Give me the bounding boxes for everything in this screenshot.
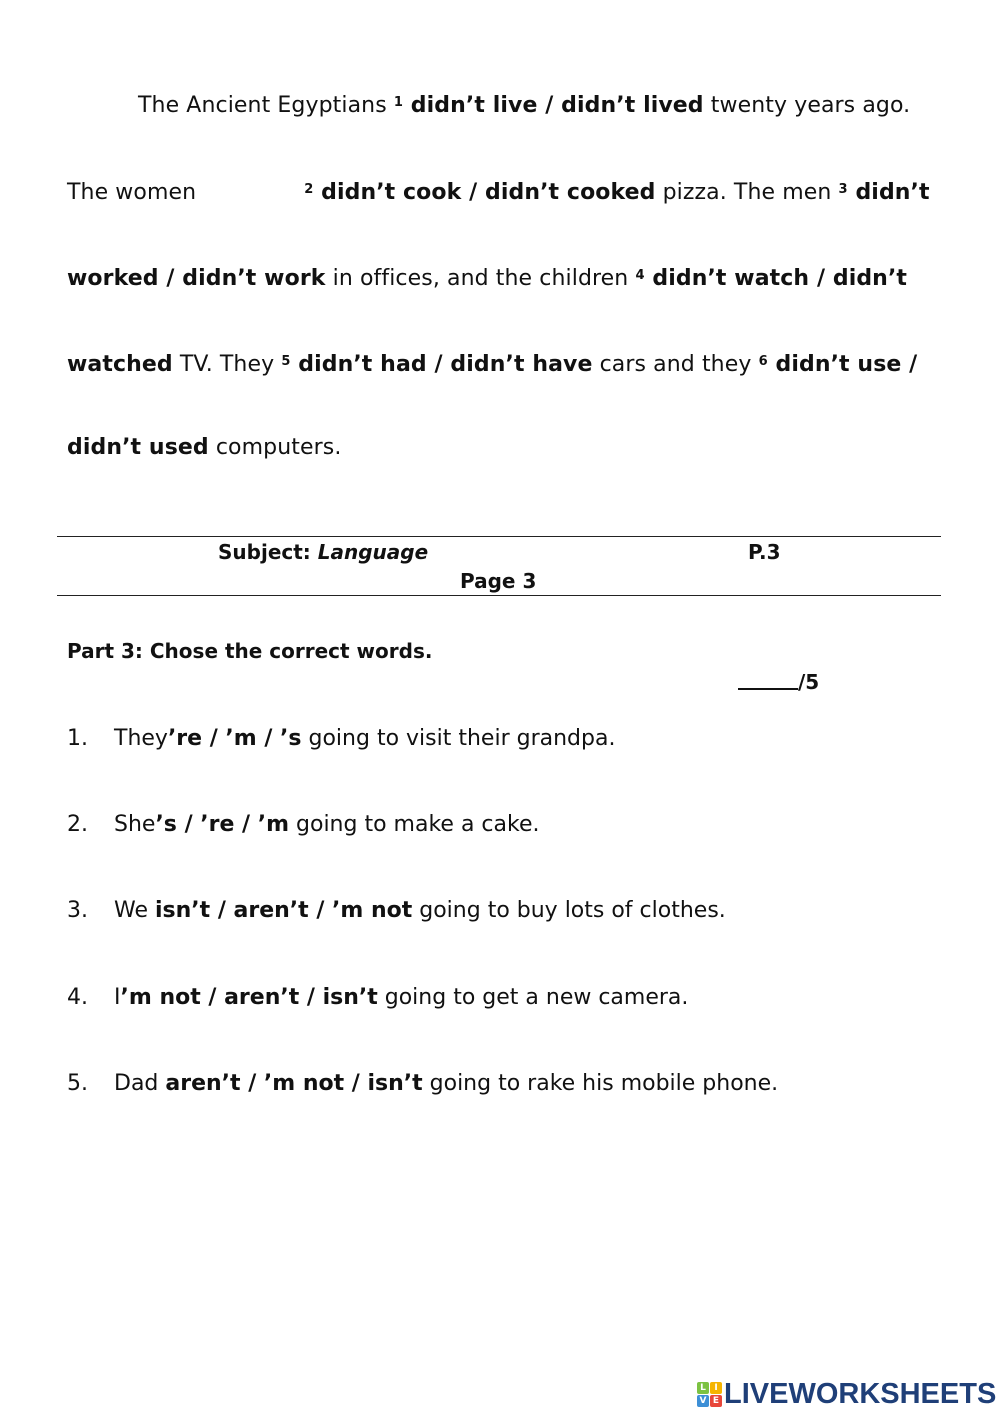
score-blank[interactable] (738, 668, 798, 690)
page-number: Page 3 (460, 569, 537, 593)
choice-1[interactable]: didn’t live / didn’t lived (403, 93, 704, 118)
question-1: 1. They’re / ’m / ’s going to visit their grandpa. (67, 726, 616, 751)
choice-2[interactable]: didn’t cook / didn’t cooked (313, 180, 656, 205)
live-grid-icon: L I V E (697, 1382, 722, 1407)
header-bottom-rule (57, 595, 941, 596)
choice-6-part-a[interactable]: didn’t use / (767, 352, 918, 377)
score-box (738, 668, 819, 694)
question-4: 4. I’m not / aren’t / isn’t going to get a new camera. (67, 985, 689, 1010)
question-5-choices[interactable]: aren’t / ’m not / isn’t (165, 1071, 423, 1096)
question-4-choices[interactable]: ’m not / aren’t / isn’t (120, 985, 378, 1010)
passage-line-1: The Ancient Egyptians $^1$ didn’t live / didn’t lived twenty years ago. (138, 93, 911, 118)
blank-number-4: 4 (635, 268, 645, 283)
logo-wordmark: LIVEWORKSHEETS (724, 1378, 997, 1410)
passage-line-2: The women $^2$ didn’t cook / didn’t cooked pizza. The men $^3$ didn’t (67, 180, 930, 205)
subject-value: Language (317, 540, 429, 564)
passage-line-5: didn’t used computers. (67, 435, 342, 460)
blank-number-5: 5 (281, 354, 291, 369)
question-3-choices[interactable]: isn’t / aren’t / ’m not (155, 898, 413, 923)
question-1-choices[interactable]: ’re / ’m / ’s (167, 726, 302, 751)
blank-number-2: 2 (304, 182, 314, 197)
part-3-title: Part 3: Chose the correct words. (67, 639, 433, 663)
question-3: 3. We isn’t / aren’t / ’m not going to buy lots of clothes. (67, 898, 726, 923)
question-2-choices[interactable]: ’s / ’re / ’m (155, 812, 290, 837)
choice-3-part-a[interactable]: didn’t (847, 180, 930, 205)
subject-heading: Subject: Language (218, 540, 429, 564)
choice-4-part-a[interactable]: didn’t watch / didn’t (644, 266, 908, 291)
question-2: 2. She’s / ’re / ’m going to make a cake. (67, 812, 540, 837)
question-5: 5. Dad aren’t / ’m not / isn’t going to rake his mobile phone. (67, 1071, 779, 1096)
blank-number-3: 3 (838, 182, 848, 197)
choice-6-part-b[interactable]: didn’t used (67, 435, 209, 460)
grade-label: P.3 (748, 540, 781, 564)
passage-line-3: worked / didn’t work in offices, and the children $^4$ didn’t watch / didn’t (67, 266, 908, 291)
liveworksheets-logo (697, 1378, 996, 1411)
choice-5[interactable]: didn’t had / didn’t have (290, 352, 593, 377)
score-total: /5 (798, 670, 820, 694)
choice-4-part-b[interactable]: watched (67, 352, 173, 377)
header-top-rule (57, 536, 941, 537)
choice-3-part-b[interactable]: worked / didn’t work (67, 266, 326, 291)
blank-number-1: 1 (393, 95, 404, 110)
passage-line-4: watched TV. They $^5$ didn’t had / didn’t have cars and they $^6$ didn’t use / (67, 352, 918, 377)
blank-number-6: 6 (758, 354, 768, 369)
